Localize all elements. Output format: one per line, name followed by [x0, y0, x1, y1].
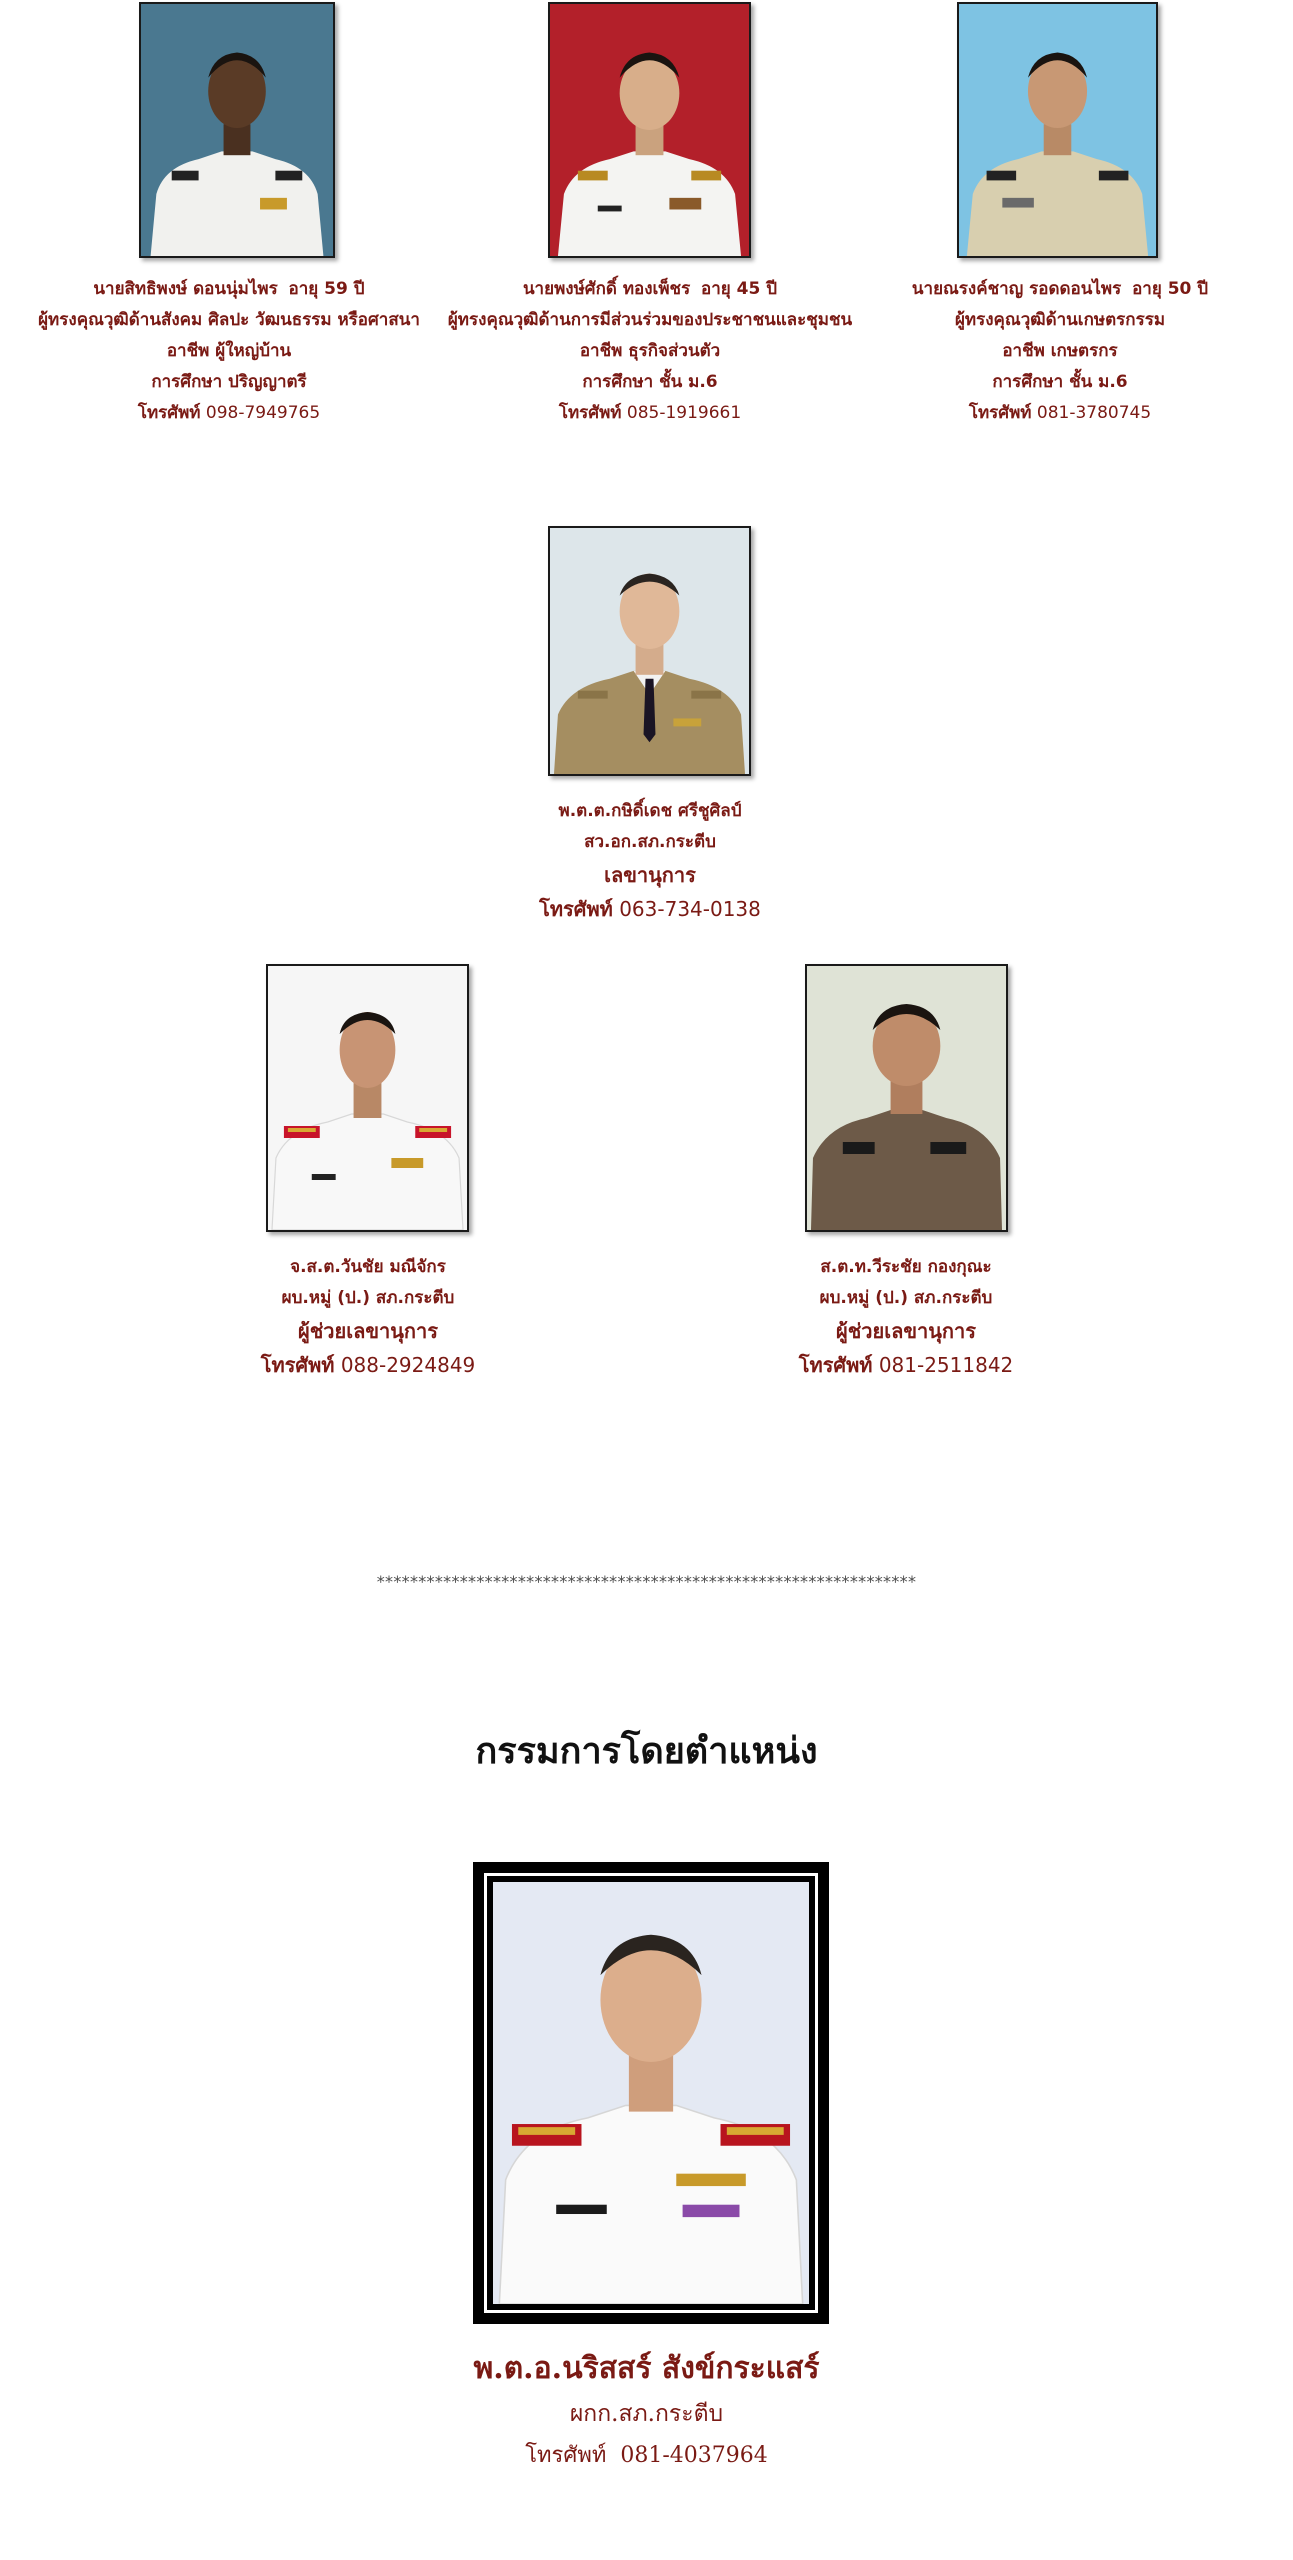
- member-photo-3: [957, 2, 1158, 258]
- phone-number: 098-7949765: [205, 403, 321, 423]
- member-occupation: อาชีพ ธุรกิจส่วนตัว: [579, 341, 721, 361]
- section-title: กรรมการโดยตำแหน่ง: [475, 1730, 818, 1772]
- member-education: การศึกษา ชั้น ม.6: [582, 372, 718, 392]
- member-portrait-1: [141, 4, 333, 256]
- member-occupation: อาชีพ ผู้ใหญ่บ้าน: [166, 341, 292, 361]
- phone-label: โทรศัพท์: [137, 403, 201, 423]
- member-education: การศึกษา ชั้น ม.6: [992, 372, 1128, 392]
- phone-number: 063-734-0138: [619, 897, 761, 921]
- member-age: อายุ 59 ปี: [288, 279, 365, 299]
- phone-number: 088-2924849: [340, 1353, 476, 1377]
- assistant-portrait-1: [268, 966, 467, 1230]
- phone-label: โทรศัพท์: [558, 403, 622, 423]
- secretary-portrait: [550, 528, 749, 774]
- member-name: นายสิทธิพงษ์ ดอนนุ่มไพร: [93, 279, 278, 299]
- assistant-photo-2: [805, 964, 1008, 1232]
- chief-name: พ.ต.อ.นริสสร์ สังข์กระแสร์: [473, 2351, 820, 2386]
- member-age: อายุ 50 ปี: [1132, 279, 1209, 299]
- member-caption-3: [850, 274, 1270, 429]
- secretary-caption: [400, 796, 900, 926]
- assistant-role: ผู้ช่วยเลขานุการ: [836, 1319, 976, 1343]
- assistant-role: ผู้ช่วยเลขานุการ: [298, 1319, 438, 1343]
- member-age: อายุ 45 ปี: [701, 279, 778, 299]
- assistant-name: จ.ส.ต.วันชัย มณีจักร: [290, 1257, 446, 1277]
- member-education: การศึกษา ปริญญาตรี: [151, 372, 307, 392]
- secretary-role: เลขานุการ: [604, 863, 696, 887]
- secretary-unit: สว.อก.สภ.กระตีบ: [584, 832, 716, 852]
- assistant-name: ส.ต.ท.วีระชัย กองกุณะ: [820, 1257, 992, 1277]
- phone-label: โทรศัพท์: [260, 1353, 335, 1377]
- assistant-caption-2: [756, 1252, 1056, 1382]
- chief-photo-frame: [473, 1862, 829, 2324]
- chief-caption: [0, 2345, 1293, 2477]
- member-photo-2: [548, 2, 751, 258]
- member-name: นายณรงค์ชาญ รอดดอนไพร: [911, 279, 1122, 299]
- member-expertise: ผู้ทรงคุณวุฒิด้านเกษตรกรรม: [954, 310, 1166, 330]
- member-expertise: ผู้ทรงคุณวุฒิด้านสังคม ศิลปะ วัฒนธรรม หรือศาสนา: [38, 310, 420, 330]
- phone-number: 085-1919661: [626, 403, 742, 423]
- chief-position: ผกก.สภ.กระตีบ: [569, 2401, 724, 2427]
- chief-portrait: [493, 1882, 809, 2304]
- assistant-unit: ผบ.หมู่ (ป.) สภ.กระตีบ: [281, 1288, 455, 1308]
- member-occupation: อาชีพ เกษตรกร: [1002, 341, 1118, 361]
- phone-number: 081-4037964: [620, 2443, 768, 2468]
- secretary-name: พ.ต.ต.กษิดิ์เดช ศรีชูศิลป์: [558, 801, 742, 821]
- assistant-photo-1: [266, 964, 469, 1232]
- phone-label: โทรศัพท์: [539, 897, 613, 921]
- phone-label: โทรศัพท์: [798, 1353, 873, 1377]
- member-portrait-3: [959, 4, 1156, 256]
- member-expertise: ผู้ทรงคุณวุฒิด้านการมีส่วนร่วมของประชาชนและชุมชน: [447, 310, 853, 330]
- secretary-photo: [548, 526, 751, 776]
- member-photo-1: [139, 2, 335, 258]
- assistant-portrait-2: [807, 966, 1006, 1230]
- member-portrait-2: [550, 4, 749, 256]
- member-caption-1: [19, 274, 439, 429]
- phone-label: โทรศัพท์: [968, 403, 1032, 423]
- asterisk-divider: *****************************************************************: [376, 1572, 917, 1591]
- member-caption-2: [440, 274, 860, 429]
- phone-label: โทรศัพท์: [525, 2443, 607, 2468]
- assistant-unit: ผบ.หมู่ (ป.) สภ.กระตีบ: [819, 1288, 993, 1308]
- assistant-caption-1: [218, 1252, 518, 1382]
- phone-number: 081-3780745: [1036, 403, 1152, 423]
- phone-number: 081-2511842: [878, 1353, 1014, 1377]
- member-name: นายพงษ์ศักดิ์ ทองเพ็ชร: [522, 279, 691, 299]
